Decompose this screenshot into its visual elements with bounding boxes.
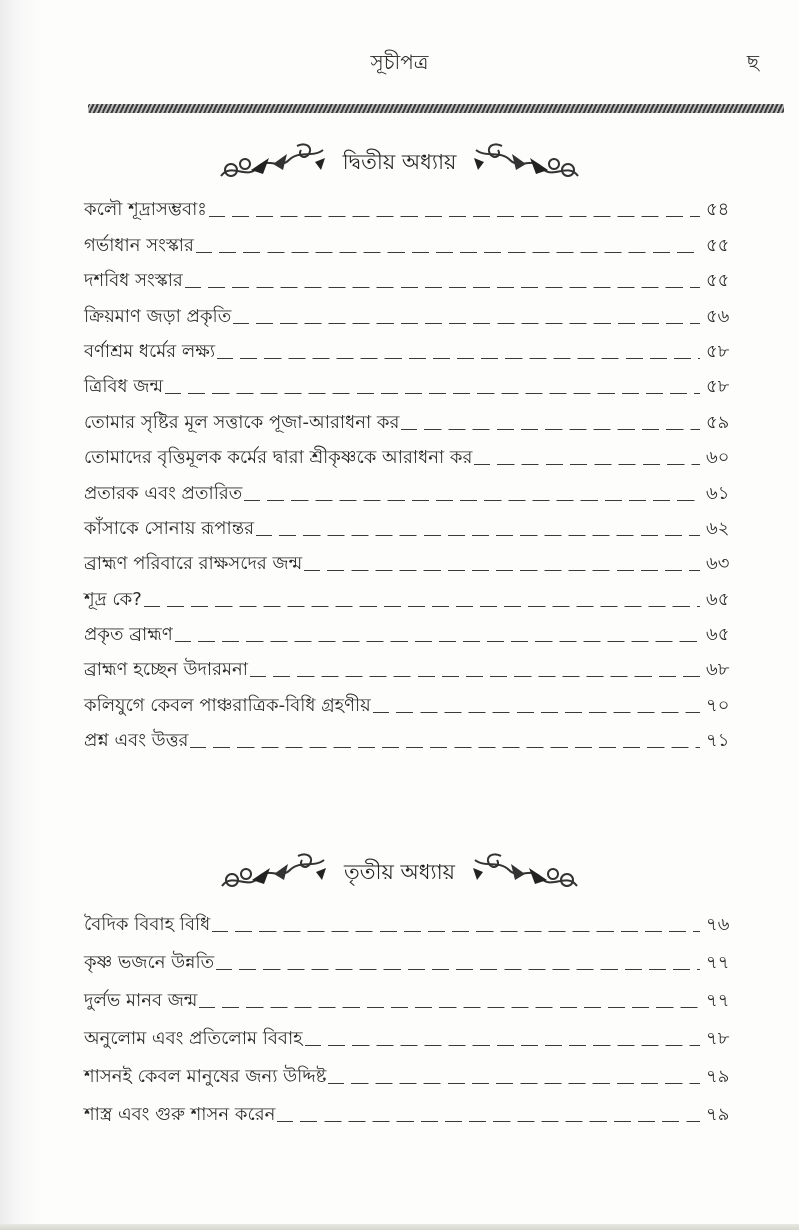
flourish-left-icon <box>218 850 330 896</box>
toc-entry-title: বর্ণাশ্রম ধর্মের লক্ষ্য <box>84 340 216 362</box>
toc-entry-page: ৭৯ <box>706 1103 730 1125</box>
dot-leader <box>165 393 700 394</box>
toc-entry[interactable] <box>84 1050 734 1088</box>
toc-entry[interactable] <box>84 434 734 469</box>
toc-entry[interactable] <box>84 221 734 256</box>
dot-leader <box>196 252 700 253</box>
toc-entry[interactable] <box>84 936 734 974</box>
toc-entry-page: ৭৮ <box>706 1027 730 1049</box>
toc-chapter-3 <box>84 898 734 1126</box>
toc-entry-title: শাসনই কেবল মানুষের জন্য উদ্দিষ্ট <box>84 1065 327 1087</box>
dot-leader <box>233 323 700 324</box>
dot-leader <box>474 464 700 465</box>
toc-entry-title: ক্রিয়মাণ জড়া প্রকৃতি <box>84 305 232 327</box>
toc-entry[interactable] <box>84 717 734 752</box>
toc-entry[interactable] <box>84 505 734 540</box>
dot-leader <box>277 1121 700 1122</box>
toc-entry-title: কলিযুগে কেবল পাঞ্চরাত্রিক-বিধি গ্রহণীয় <box>84 694 371 716</box>
dot-leader <box>401 429 700 430</box>
toc-entry-title: ব্রাহ্মণ পরিবারে রাক্ষসদের জন্ম <box>84 553 303 575</box>
toc-entry[interactable] <box>84 646 734 681</box>
toc-entry[interactable] <box>84 328 734 363</box>
dot-leader <box>305 1045 700 1046</box>
toc-entry-title: গর্ভাধান সংস্কার <box>84 234 194 256</box>
dot-leader <box>373 712 700 713</box>
toc-entry[interactable] <box>84 469 734 504</box>
toc-entry-page: ৫৯ <box>706 411 730 433</box>
toc-entry-page: ৬৫ <box>706 588 730 610</box>
page-number-letter: ছ <box>746 50 759 74</box>
toc-entry-page: ৫৪ <box>706 199 730 221</box>
toc-entry-title: কাঁসাকে সোনায় রূপান্তর <box>84 517 255 539</box>
toc-entry-page: ৫৬ <box>706 305 730 327</box>
chapter-heading-3 <box>0 848 799 898</box>
toc-entry-page: ৬০ <box>706 447 730 469</box>
toc-entry[interactable] <box>84 611 734 646</box>
toc-entry[interactable] <box>84 186 734 221</box>
toc-entry[interactable] <box>84 575 734 610</box>
toc-entry[interactable] <box>84 1088 734 1126</box>
chapter-title: দ্বিতীয় অধ্যায় <box>342 149 457 174</box>
toc-entry-title: শূদ্র কে? <box>84 588 142 610</box>
toc-entry-page: ৬২ <box>706 517 730 539</box>
dot-leader <box>250 676 700 677</box>
toc-entry-title: বৈদিক বিবাহ বিধি <box>84 913 211 935</box>
toc-entry-page: ৫৫ <box>706 234 730 256</box>
dot-leader <box>144 606 700 607</box>
toc-entry[interactable] <box>84 292 734 327</box>
toc-entry-title: তোমাদের বৃত্তিমূলক কর্মের দ্বারা শ্রীকৃষ্ণকে আরাধনা কর <box>84 447 473 469</box>
rope-divider <box>88 104 784 113</box>
toc-entry-title: দশবিধ সংস্কার <box>84 270 183 292</box>
flourish-left-icon <box>217 140 329 186</box>
running-header <box>0 48 799 78</box>
dot-leader <box>304 570 700 571</box>
flourish-right-icon <box>470 140 582 186</box>
toc-entry[interactable] <box>84 1012 734 1050</box>
toc-entry-page: ৫৮ <box>706 376 730 398</box>
toc-entry-title: প্রশ্ন এবং উত্তর <box>84 730 189 752</box>
dot-leader <box>216 969 700 970</box>
toc-entry-page: ৭৯ <box>706 1065 730 1087</box>
toc-entry-page: ৫৫ <box>706 270 730 292</box>
running-title: সূচীপত্র <box>370 50 429 74</box>
toc-entry-title: কৃষ্ণ ভজনে উন্নতি <box>84 951 215 973</box>
toc-entry-title: প্রতারক এবং প্রতারিত <box>84 482 243 504</box>
toc-entry[interactable] <box>84 398 734 433</box>
toc-entry-page: ৬১ <box>706 482 730 504</box>
toc-entry-page: ৬৩ <box>706 553 730 575</box>
toc-entry-page: ৭৬ <box>706 913 730 935</box>
toc-entry[interactable] <box>84 974 734 1012</box>
toc-entry-title: দুর্লভ মানব জন্ম <box>84 989 198 1011</box>
toc-entry-title: প্রকৃত ব্রাহ্মণ <box>84 624 173 646</box>
toc-entry[interactable] <box>84 898 734 936</box>
toc-entry-page: ৭০ <box>706 694 730 716</box>
toc-entry-title: ত্রিবিধ জন্ম <box>84 376 164 398</box>
toc-entry-title: শাস্ত্র এবং গুরু শাসন করেন <box>84 1103 276 1125</box>
toc-entry[interactable] <box>84 681 734 716</box>
toc-entry-title: কলৌ শূদ্রাসম্ভবাঃ <box>84 199 207 221</box>
toc-entry-page: ৬৮ <box>706 659 730 681</box>
dot-leader <box>244 500 700 501</box>
dot-leader <box>217 358 700 359</box>
toc-entry-title: অনুলোম এবং প্রতিলোম বিবাহ <box>84 1027 303 1049</box>
toc-entry[interactable] <box>84 363 734 398</box>
chapter-title: তৃতীয় অধ্যায় <box>343 859 456 884</box>
toc-entry[interactable] <box>84 257 734 292</box>
toc-entry[interactable] <box>84 540 734 575</box>
toc-entry-page: ৭৭ <box>706 989 730 1011</box>
flourish-right-icon <box>469 850 581 896</box>
toc-entry-page: ৫৮ <box>706 340 730 362</box>
dot-leader <box>190 747 700 748</box>
dot-leader <box>175 641 700 642</box>
dot-leader <box>209 216 700 217</box>
dot-leader <box>199 1007 700 1008</box>
toc-entry-page: ৭৭ <box>706 951 730 973</box>
toc-entry-page: ৬৫ <box>706 624 730 646</box>
toc-chapter-2 <box>84 186 734 752</box>
page-bottom-edge <box>0 1224 799 1230</box>
toc-entry-title: ব্রাহ্মণ হচ্ছেন উদারমনা <box>84 659 249 681</box>
toc-entry-title: তোমার সৃষ্টির মূল সত্তাকে পূজা-আরাধনা কর <box>84 411 400 433</box>
dot-leader <box>256 535 700 536</box>
dot-leader <box>328 1083 700 1084</box>
dot-leader <box>185 287 700 288</box>
chapter-heading-2 <box>0 138 799 188</box>
dot-leader <box>212 931 700 932</box>
toc-entry-page: ৭১ <box>706 730 730 752</box>
